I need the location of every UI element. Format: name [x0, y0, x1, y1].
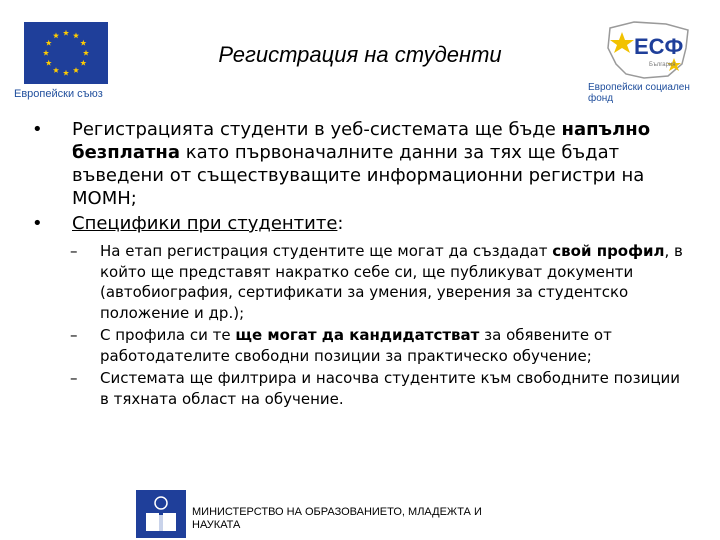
esf-label: Европейски социален фонд: [588, 82, 690, 104]
bullet-item: [30, 212, 690, 235]
sub-bullet-list: [30, 241, 690, 409]
text-segment: Регистрацията студенти в уеб-системата ще бъде: [72, 119, 562, 140]
bullet-item: [30, 118, 690, 210]
text-segment: Специфики при студентите: [72, 213, 338, 234]
dash-icon: –: [70, 242, 78, 260]
sub-bullet-item: [70, 325, 690, 366]
esf-logo-text: ЕСФ: [634, 34, 684, 59]
emphasis-text: напълно безплатна: [72, 119, 651, 163]
text-segment: за обявените от работодателите свободни позиции за практическо обучение;: [100, 326, 612, 365]
esf-logo: [604, 18, 692, 80]
text-segment: като първоначалните данни за тях ще бъдат въведени от съществуващите информационни регистри на МОМН;: [72, 142, 645, 209]
esf-logo-subtext: България: [649, 62, 676, 68]
text-segment: С профила си те: [100, 326, 236, 344]
emphasis-text: свой профил: [552, 242, 665, 260]
sub-bullet-text: [100, 368, 690, 409]
dash-icon: –: [70, 369, 78, 387]
dash-icon: –: [70, 326, 78, 344]
bullet-text: [72, 118, 690, 210]
sub-bullet-text: [100, 241, 690, 323]
bullet-icon: •: [32, 213, 43, 234]
page-title: Регистрация на студенти: [218, 42, 502, 67]
ministry-name: МИНИСТЕРСТВО НА ОБРАЗОВАНИЕТО, МЛАДЕЖТА И НАУКАТА: [192, 506, 482, 531]
bullet-icon: •: [32, 119, 43, 140]
text-segment: :: [337, 213, 344, 234]
emphasis-text: ще могат да кандидатстват: [235, 326, 480, 344]
bullet-text: [72, 212, 690, 235]
sub-bullet-text: [100, 325, 690, 366]
sub-bullet-item: [70, 368, 690, 409]
slide-content: [30, 118, 690, 409]
text-segment: , в който ще представят накратко себе си, ще публикуват документи (автобиография, сертификати за умения, уверения за студентско положение и др.);: [100, 242, 683, 322]
text-segment: Системата ще филтрира и насочва студентите към свободните позиции в тяхната област на обучение.: [100, 369, 681, 408]
text-segment: На етап регистрация студентите ще могат да създадат: [100, 242, 553, 260]
sub-bullet-item: [70, 241, 690, 323]
ministry-logo: [136, 490, 186, 538]
eu-label: Европейски съюз: [14, 88, 103, 100]
